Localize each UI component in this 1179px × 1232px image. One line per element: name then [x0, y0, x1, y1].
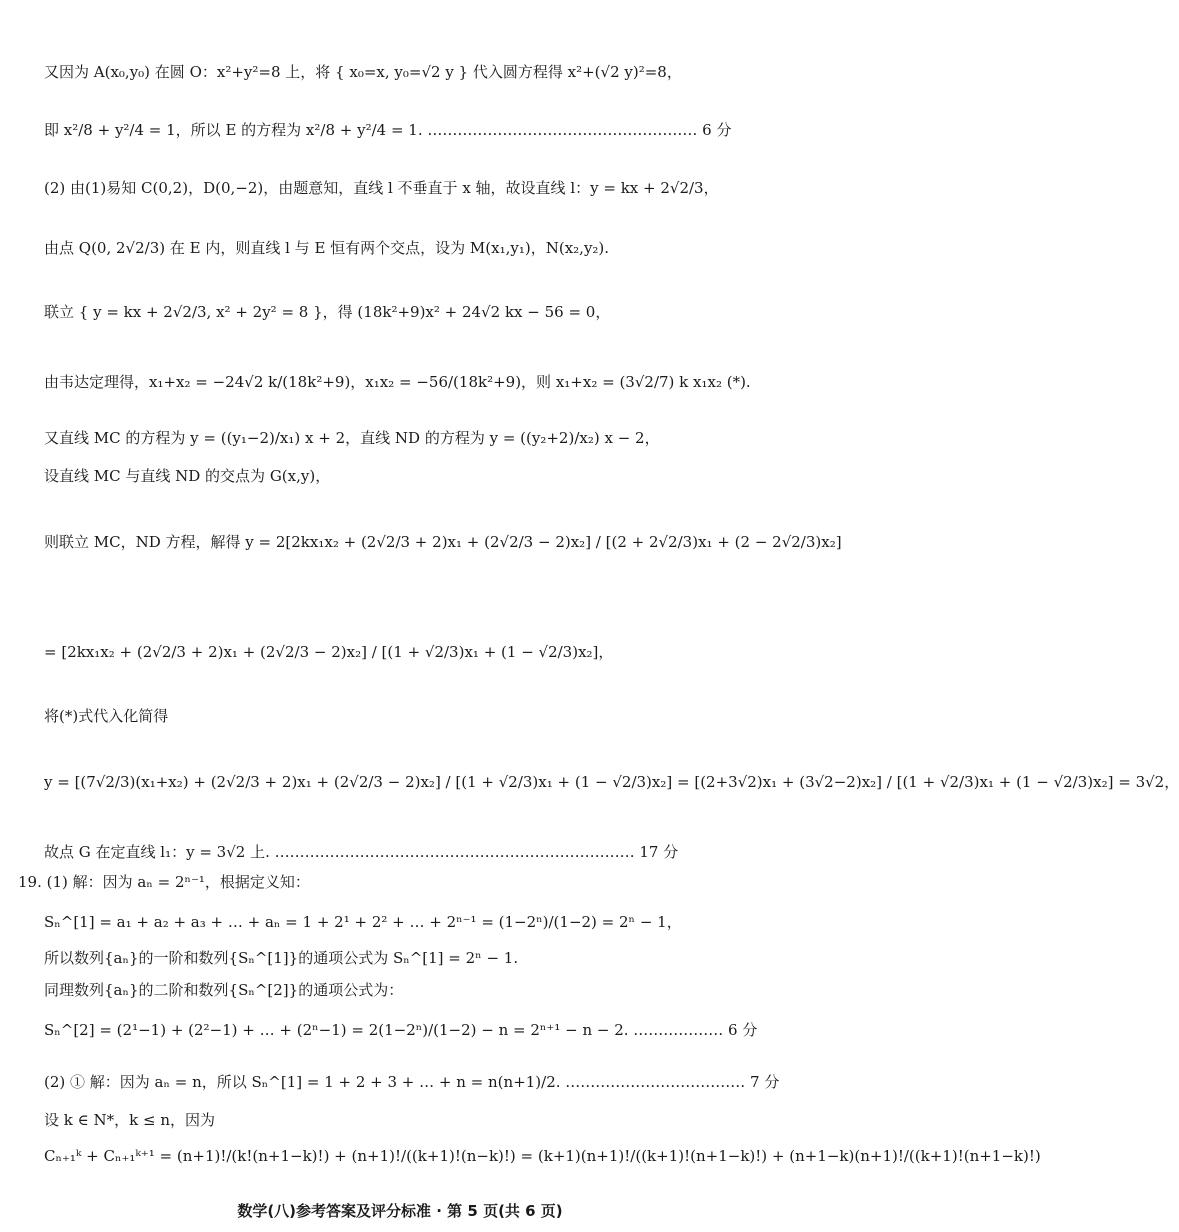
- line-2: 即 x²/8 + y²/4 = 1，所以 E 的方程为 x²/8 + y²/4 = 1. ……………………………………………… 6 分: [44, 121, 732, 139]
- line-3: (2) 由(1)易知 C(0,2)，D(0,−2)，由题意知，直线 l 不垂直于 x 轴，故设直线 l：y = kx + 2√2/3，: [44, 179, 719, 197]
- line-11: 将(*)式代入化简得: [44, 707, 169, 725]
- line-18: Sₙ^[2] = (2¹−1) + (2²−1) + … + (2ⁿ−1) = 2(1−2ⁿ)/(1−2) − n = 2ⁿ⁺¹ − n − 2. ……………… 6 分: [44, 1021, 758, 1039]
- line-15: Sₙ^[1] = a₁ + a₂ + a₃ + … + aₙ = 1 + 2¹ + 2² + … + 2ⁿ⁻¹ = (1−2ⁿ)/(1−2) = 2ⁿ − 1，: [44, 913, 682, 931]
- line-19: (2) ① 解：因为 aₙ = n，所以 Sₙ^[1] = 1 + 2 + 3 + … + n = n(n+1)/2. ……………………………… 7 分: [44, 1073, 780, 1091]
- line-20: 设 k ∈ N*，k ≤ n，因为: [44, 1111, 215, 1129]
- line-21: Cₙ₊₁ᵏ + Cₙ₊₁ᵏ⁺¹ = (n+1)!/(k!(n+1−k)!) + (n+1)!/((k+1)!(n−k)!) = (k+1)(n+1)!/((k+1)!(n+1−k)!) + (n+1−k)(n+1)!/((k+1)!(n+1−k)!): [44, 1147, 1041, 1165]
- line-7: 又直线 MC 的方程为 y = ((y₁−2)/x₁) x + 2，直线 ND 的方程为 y = ((y₂+2)/x₂) x − 2，: [44, 429, 660, 447]
- line-1: 又因为 A(x₀,y₀) 在圆 O：x²+y²=8 上，将 { x₀=x, y₀=√2 y } 代入圆方程得 x²+(√2 y)²=8，: [44, 63, 682, 81]
- line-17: 同理数列{aₙ}的二阶和数列{Sₙ^[2]}的通项公式为：: [44, 981, 404, 999]
- line-6: 由韦达定理得，x₁+x₂ = −24√2 k/(18k²+9)，x₁x₂ = −56/(18k²+9)，则 x₁+x₂ = (3√2/7) k x₁x₂ (*).: [44, 373, 751, 391]
- line-9: 则联立 MC，ND 方程，解得 y = 2[2kx₁x₂ + (2√2/3 + 2)x₁ + (2√2/3 − 2)x₂] / [(2 + 2√2/3)x₁ + (2 − 2√2/3)x₂]: [44, 533, 842, 551]
- line-10: = [2kx₁x₂ + (2√2/3 + 2)x₁ + (2√2/3 − 2)x₂] / [(1 + √2/3)x₁ + (1 − √2/3)x₂]，: [44, 643, 614, 661]
- line-4: 由点 Q(0, 2√2/3) 在 E 内，则直线 l 与 E 恒有两个交点，设为 M(x₁,y₁)，N(x₂,y₂).: [44, 239, 610, 257]
- page-footer: 数学(八)参考答案及评分标准 · 第 5 页(共 6 页): [237, 1202, 563, 1220]
- line-8: 设直线 MC 与直线 ND 的交点为 G(x,y)，: [44, 467, 331, 485]
- line-16: 所以数列{aₙ}的一阶和数列{Sₙ^[1]}的通项公式为 Sₙ^[1] = 2ⁿ − 1.: [44, 949, 519, 967]
- line-12: y = [(7√2/3)(x₁+x₂) + (2√2/3 + 2)x₁ + (2√2/3 − 2)x₂] / [(1 + √2/3)x₁ + (1 − √2/3)x₂] = [(2+3√2)x₁ + (3√2−2)x₂] / [(1 + √2/3)x₁ + (1 − √2/3)x₂] = 3√2，: [44, 773, 1179, 791]
- line-14: 19. (1) 解：因为 aₙ = 2ⁿ⁻¹，根据定义知：: [18, 873, 310, 891]
- line-13: 故点 G 在定直线 l₁：y = 3√2 上. ……………………………………………………………… 17 分: [44, 843, 679, 861]
- line-5: 联立 { y = kx + 2√2/3, x² + 2y² = 8 }，得 (18k²+9)x² + 24√2 kx − 56 = 0，: [44, 303, 611, 321]
